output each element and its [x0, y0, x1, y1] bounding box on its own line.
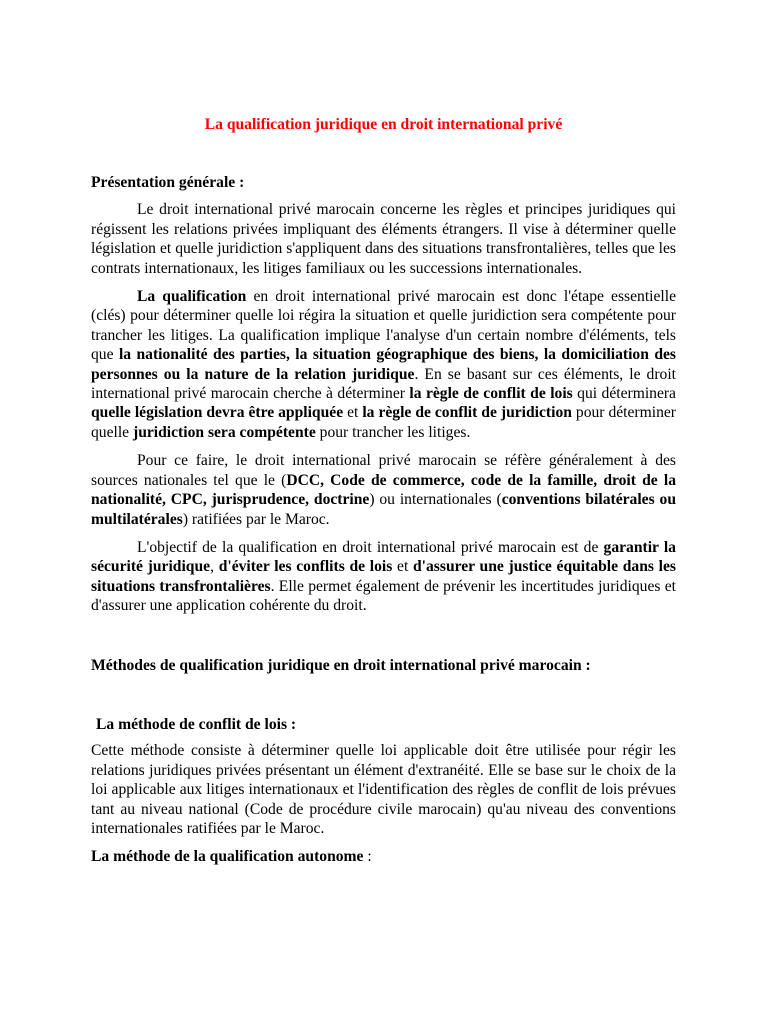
bold-text: d'éviter les conflits de lois — [218, 558, 393, 576]
bold-text: quelle législation devra être appliquée — [91, 404, 344, 422]
section-heading-presentation: Présentation générale : — [91, 174, 245, 191]
text-run: , — [210, 558, 219, 576]
bold-text: la règle de conflit de lois — [409, 385, 573, 403]
subsection-heading-conflict-of-laws: La méthode de conflit de lois : — [96, 715, 297, 733]
bold-text: d'assurer une justice équitable dans les situations transfrontalières — [91, 558, 676, 595]
bold-text: La méthode de la qualification autonome — [91, 848, 364, 866]
text-run: pour trancher les litiges. — [315, 423, 471, 441]
text-run: qui déterminera — [572, 385, 676, 403]
paragraph-sources — [91, 451, 676, 529]
text-run: en droit international privé marocain est donc l'étape essentielle (clés) pour déterminer quelle loi régira la situation et quelle juridiction sera compétente pour trancher les litiges. La qualification implique l'analyse d'un certain nombre d'éléments, tels que — [91, 288, 676, 364]
bold-text: DCC, Code de commerce, code de la famille, droit de la nationalité, CPC, jurisprudence, doctrine — [91, 471, 676, 509]
text-run: . Elle permet également de prévenir les incertitudes juridiques et d'assurer une application cohérente du droit. — [91, 577, 677, 615]
paragraph-conflict-method: Cette méthode consiste à déterminer quelle loi applicable doit être utilisée pour régir les relations juridiques privées présentant un élément d'extranéité. Elle se base sur le choix de la loi applicable aux litiges internationaux et l'identification des règles de conflit de lois prévues tant au niveau national (Code de procédure civile marocain) qu'au niveau des conventions internationales ratifiées par le Maroc. — [91, 742, 676, 837]
bold-text: La qualification — [137, 288, 247, 306]
text-run: L'objectif de la qualification en droit international privé marocain est de — [137, 538, 604, 556]
paragraph-objective — [91, 538, 676, 616]
text-run: . En se basant sur ces éléments, le droit international privé marocain cherche à déterminer — [91, 365, 677, 403]
paragraph-qualification — [91, 287, 676, 442]
document-title: La qualification juridique en droit international privé — [204, 116, 563, 133]
text-run: et — [392, 558, 413, 576]
text-run: : — [363, 848, 372, 866]
bold-text: la règle de conflit de juridiction — [362, 404, 572, 422]
paragraph-intro: Le droit international privé marocain concerne les règles et principes juridiques qui régissent les relations privées impliquant des éléments étrangers. Il vise à déterminer quelle législation et quelle juridiction s'appliquent dans des situations transfrontalières, telles que les contrats internationaux, les litiges familiaux ou les successions internationales. — [91, 201, 676, 277]
bold-text: conventions bilatérales ou multilatérales — [91, 491, 676, 528]
subsection-heading-autonomous-qualification — [91, 847, 676, 866]
text-run: Pour ce faire, le droit international privé marocain se réfère généralement à des sources nationales tel que le ( — [91, 452, 676, 489]
section-heading-methods: Méthodes de qualification juridique en droit international privé marocain : — [91, 656, 591, 674]
bold-text: juridiction sera compétente — [133, 423, 316, 441]
text-run: ) ratifiées par le Maroc. — [182, 510, 330, 528]
text-run: et — [343, 404, 363, 422]
document-body — [91, 115, 676, 876]
bold-text: garantir la sécurité juridique — [91, 538, 676, 576]
text-run: ) ou internationales ( — [369, 491, 502, 509]
bold-text: la nationalité des parties, la situation géographique des biens, la domiciliation des personnes ou la nature de la relation juridique — [91, 346, 676, 383]
text-run: pour déterminer quelle — [91, 404, 676, 441]
